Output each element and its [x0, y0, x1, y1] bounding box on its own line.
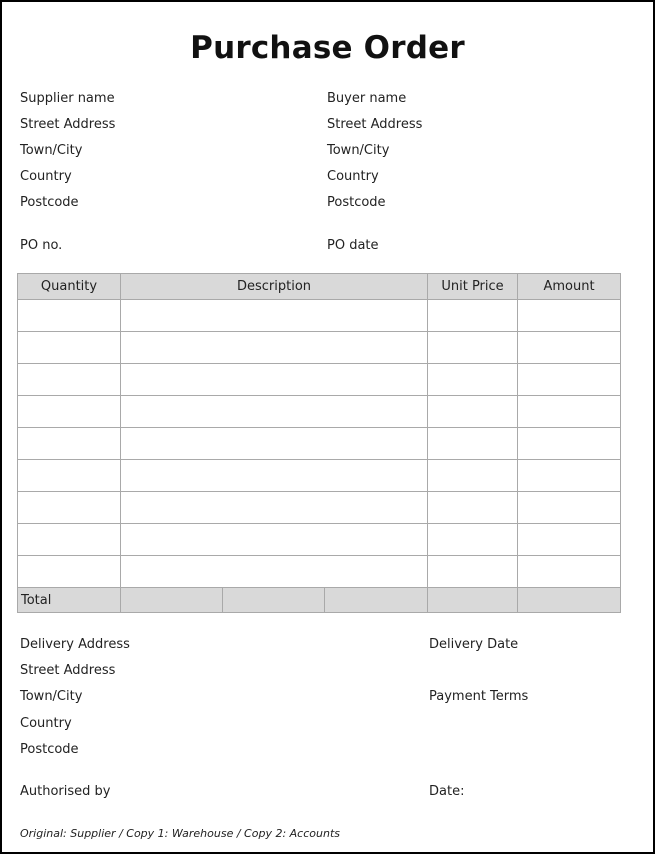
amount-cell[interactable] [518, 364, 621, 396]
items-table [17, 273, 621, 613]
po-date-label: PO date [327, 238, 379, 253]
amount-header: Amount [518, 274, 621, 300]
buyer-postcode-label: Postcode [327, 195, 386, 210]
total-cell[interactable] [121, 588, 223, 613]
unit-price-cell[interactable] [428, 460, 518, 492]
unit-price-cell[interactable] [428, 492, 518, 524]
amount-cell[interactable] [518, 428, 621, 460]
supplier-country-label: Country [20, 169, 72, 184]
total-unit-price-cell[interactable] [428, 588, 518, 613]
unit-price-cell[interactable] [428, 332, 518, 364]
quantity-cell[interactable] [18, 332, 121, 364]
description-cell[interactable] [121, 300, 428, 332]
supplier-postcode-label: Postcode [20, 195, 79, 210]
quantity-cell[interactable] [18, 460, 121, 492]
payment-terms-label: Payment Terms [429, 689, 529, 704]
delivery-country-label: Country [20, 716, 72, 731]
delivery-address-label: Delivery Address [20, 637, 130, 652]
amount-cell[interactable] [518, 332, 621, 364]
unit-price-header: Unit Price [428, 274, 518, 300]
items-table-body [18, 300, 621, 613]
amount-cell[interactable] [518, 396, 621, 428]
description-cell[interactable] [121, 428, 428, 460]
amount-cell[interactable] [518, 492, 621, 524]
supplier-street-label: Street Address [20, 117, 116, 132]
quantity-header: Quantity [18, 274, 121, 300]
quantity-cell[interactable] [18, 556, 121, 588]
total-label: Total [18, 588, 121, 613]
quantity-cell[interactable] [18, 428, 121, 460]
description-cell[interactable] [121, 396, 428, 428]
unit-price-cell[interactable] [428, 300, 518, 332]
table-row [18, 300, 621, 332]
unit-price-cell[interactable] [428, 556, 518, 588]
quantity-cell[interactable] [18, 492, 121, 524]
description-cell[interactable] [121, 332, 428, 364]
delivery-street-label: Street Address [20, 663, 116, 678]
buyer-street-label: Street Address [327, 117, 423, 132]
quantity-cell[interactable] [18, 396, 121, 428]
amount-cell[interactable] [518, 524, 621, 556]
table-row [18, 332, 621, 364]
delivery-town-label: Town/City [20, 689, 83, 704]
buyer-town-label: Town/City [327, 143, 390, 158]
total-cell[interactable] [223, 588, 325, 613]
amount-cell[interactable] [518, 460, 621, 492]
authorised-by-label: Authorised by [20, 784, 111, 799]
table-row [18, 364, 621, 396]
description-cell[interactable] [121, 460, 428, 492]
description-header: Description [121, 274, 428, 300]
description-cell[interactable] [121, 492, 428, 524]
delivery-date-label: Delivery Date [429, 637, 519, 652]
table-row [18, 524, 621, 556]
delivery-postcode-label: Postcode [20, 742, 79, 757]
unit-price-cell[interactable] [428, 364, 518, 396]
page-title: Purchase Order [190, 30, 465, 66]
quantity-cell[interactable] [18, 300, 121, 332]
amount-cell[interactable] [518, 300, 621, 332]
table-row [18, 428, 621, 460]
buyer-name-label: Buyer name [327, 91, 407, 106]
supplier-town-label: Town/City [20, 143, 83, 158]
quantity-cell[interactable] [18, 364, 121, 396]
total-row [18, 588, 621, 613]
supplier-name-label: Supplier name [20, 91, 115, 106]
unit-price-cell[interactable] [428, 396, 518, 428]
table-row [18, 460, 621, 492]
description-cell[interactable] [121, 556, 428, 588]
description-cell[interactable] [121, 524, 428, 556]
date-label: Date: [429, 784, 465, 799]
table-header-row [18, 274, 621, 300]
table-row [18, 492, 621, 524]
copy-distribution-note: Original: Supplier / Copy 1: Warehouse / Copy 2: Accounts [20, 827, 340, 840]
unit-price-cell[interactable] [428, 428, 518, 460]
buyer-country-label: Country [327, 169, 379, 184]
unit-price-cell[interactable] [428, 524, 518, 556]
table-row [18, 396, 621, 428]
table-row [18, 556, 621, 588]
amount-cell[interactable] [518, 556, 621, 588]
total-cell[interactable] [325, 588, 428, 613]
total-amount-cell[interactable] [518, 588, 621, 613]
quantity-cell[interactable] [18, 524, 121, 556]
po-number-label: PO no. [20, 238, 63, 253]
description-cell[interactable] [121, 364, 428, 396]
